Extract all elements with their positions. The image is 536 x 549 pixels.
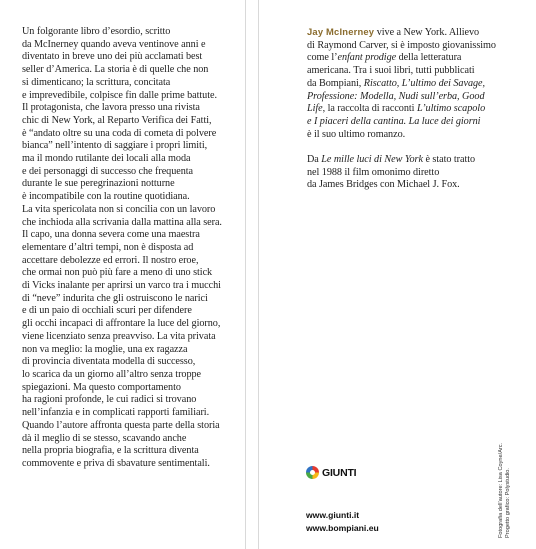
fold-line-right: [258, 0, 259, 549]
credit-line-1: Fotografia dell’autore: Lisa Coyne/Arc.: [498, 442, 504, 538]
publisher-url-giunti[interactable]: www.giunti.it: [306, 510, 360, 520]
film-title: Le mille luci di New York: [321, 154, 423, 166]
publisher-logo: [306, 466, 356, 479]
film-note: [307, 154, 529, 192]
giunti-logo-icon: [306, 466, 319, 479]
publisher-url-bompiani[interactable]: www.bompiani.eu: [306, 523, 379, 533]
bio-text-1: vive a New York. Allievo di Raymond Carver, si è imposto giovanissimo come l’: [307, 27, 496, 64]
bio-text-2: della letteratura americana. Tra i suoi libri, tutti pubblicati da Bompiani,: [307, 52, 475, 89]
bio-text-3: , la raccolta di racconti: [322, 103, 417, 115]
credit-line-2: Progetto grafico: Polystudio.: [504, 468, 511, 538]
bio-book-titles-2: L’ultimo scapolo e I piaceri della cantina. La luce dei giorni: [307, 103, 486, 127]
author-bio-column: [307, 26, 529, 192]
author-name: Jay McInerney: [307, 26, 375, 37]
photo-credit: [498, 443, 511, 538]
bio-italic-term: enfant prodige: [337, 52, 397, 64]
logo-text: GIUNTI: [322, 466, 357, 479]
bio-text-4: è il suo ultimo romanzo.: [307, 128, 406, 140]
synopsis-text: Un folgorante libro d’esordio, scritto da McInerney quando aveva ventinove anni e diventato in breve uno dei più acclamati best seller d’America. La storia è di quelle che non si dimenticano; la scrittura, concitata e imprevedibile, colpisce fin dalle prime battute. Il protagonista, che lavora presso una rivista chic di New York, al Reparto Verifica dei Fatti, è “andato oltre su una coda di cometa di polvere bianca” nell’intento di saggiare i propri limiti, ma il mondo rutilante dei locali alla moda e dei personaggi di successo che frequenta durante le sue peregrinazioni notturne è incompatibile con la routine quotidiana. La vita spericolata non si concilia con un lavoro che inchioda alla scrivania dalla mattina alla sera. Il capo, una donna severa come una maestra elementare d’altri tempi, non è disposta ad accettare debolezze ed errori. Il nostro eroe, che ormai non può più fare a meno di uno stick di Vicks inalante per aprirsi un varco tra i mucchi di “neve” indurita che gli ostruiscono le narici e di un paio di occhiali scuri per difendere gli occhi incapaci di affrontare la luce del giorno, viene licenziato senza preavviso. La vita privata non va meglio: la moglie, una ex ragazza di provincia diventata modella di successo, lo scarica da un giorno all’altro senza troppe spiegazioni. Ma questo comportamento ha ragioni profonde, le cui radici si trovano nell’infanzia e in complicati rapporti familiari. Quando l’autore affronta questa parte della storia dà il meglio di se stesso, scavando anche nella propria biografia, e la scrittura diventa commovente e priva di sbavature sentimentali.: [22, 26, 222, 469]
author-bio: [307, 26, 529, 141]
bio-book-titles: Riscatto, L’ultimo dei Savage, Professione: Modella, Nudi sull’erba, Good Life: [307, 77, 485, 115]
film-text-1: Da: [307, 154, 322, 166]
film-text-2: è stato tratto nel 1988 il film omonimo diretto da James Bridges con Michael J. Fox.: [307, 154, 476, 191]
